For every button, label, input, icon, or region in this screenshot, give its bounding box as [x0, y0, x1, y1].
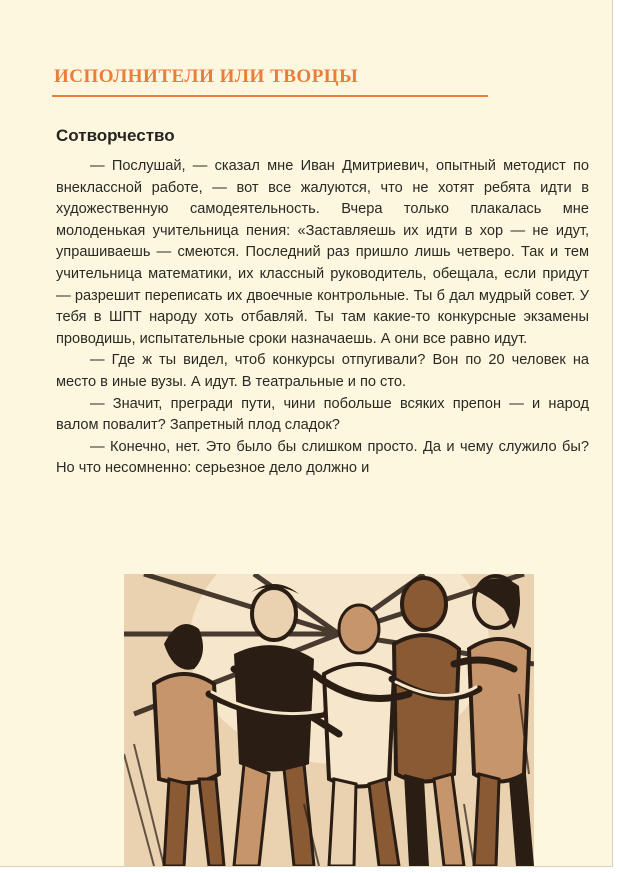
paragraph: — Где ж ты видел, чтоб конкурсы отпугивали? Вон по 20 человек на место в иные вузы. А идут. В театральные и по сто. — [56, 352, 589, 390]
paragraph: — Конечно, нет. Это было бы слишком просто. Да и чему служило бы? Но что несомненно: серьезное дело должно и — [56, 438, 589, 477]
paragraph: — Послушай, — сказал мне Иван Дмитриевич, опытный методист по внеклассной работе, — вот все жалуются, что не хотят ребята идти в художественную самодеятельность. Вчера только плакалась мне молоденькая учительница пения: «Заставляешь их идти в хор — не идут, упрашиваешь — смеются. Последний раз пришло лишь четверо. Так и тем учительница математики, их классный руководитель, обещала, если придут — разрешит переписать их двоечные контрольные. Ты б дал мудрый совет. У тебя в ШПТ народу хоть отбавляй. Ты там какие-то конкурсные экзамены проводишь, испытательные сроки назначаешь. А они все равно идут. — [56, 158, 589, 347]
article-body — [56, 156, 589, 480]
illustration-dancing-circle — [124, 574, 534, 866]
illustration-artwork — [124, 574, 534, 866]
paragraph: — Значит, прегради пути, чини побольше всяких препон — и народ валом повалит? Запретный плод сладок? — [56, 395, 589, 434]
article-heading: Сотворчество — [56, 126, 175, 145]
title-underline — [52, 95, 488, 97]
section-title: ИСПОЛНИТЕЛИ ИЛИ ТВОРЦЫ — [54, 66, 359, 87]
